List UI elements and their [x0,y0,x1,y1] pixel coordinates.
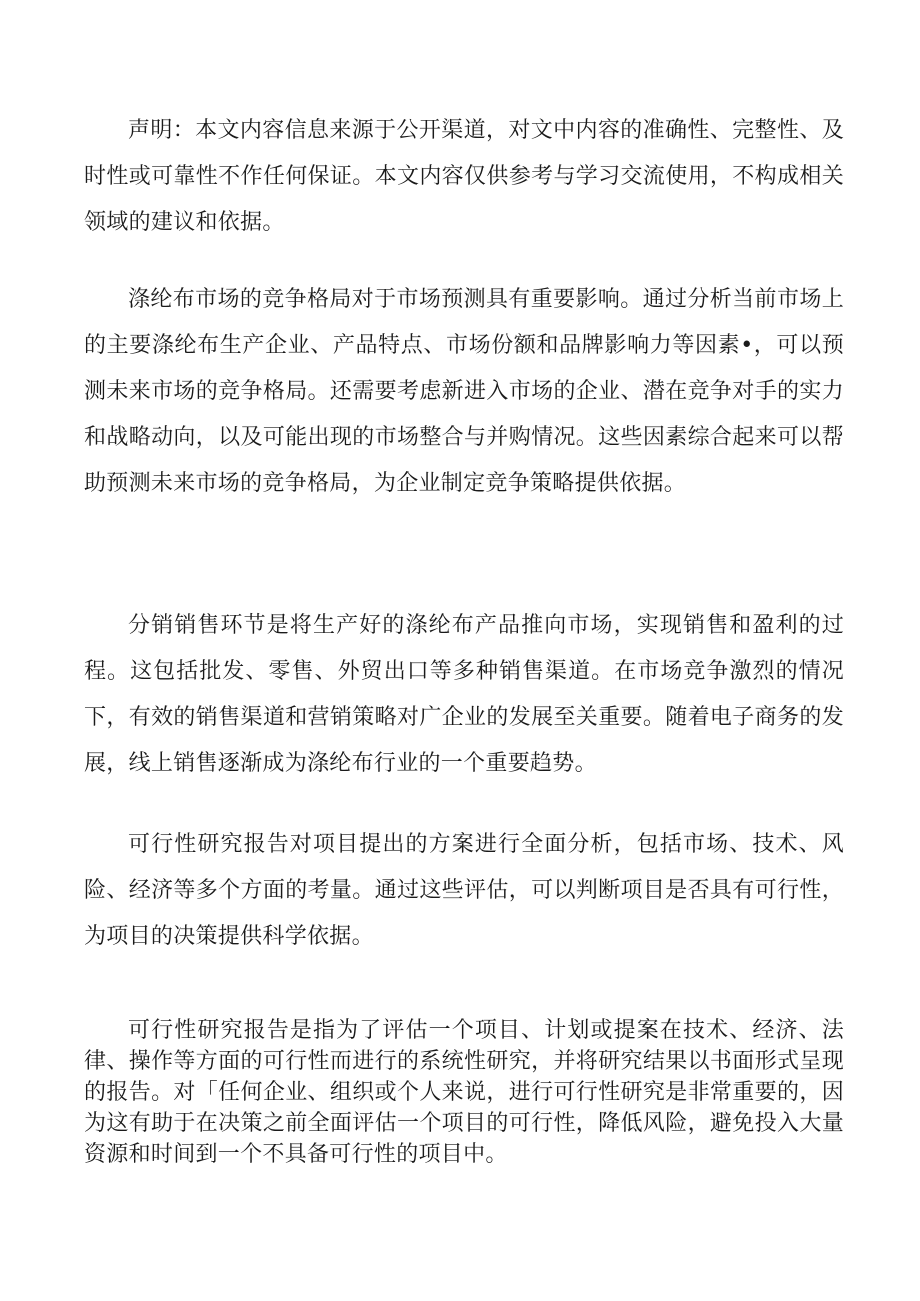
feasibility-definition-paragraph: 可行性研究报告是指为了评估一个项目、计划或提案在技术、经济、法律、操作等方面的可行性而进行的系统性研究，并将研究结果以书面形式呈现的报告。对「任何企业、组织或个人来说，进行可行性研究是非常重要的，因为这有助于在决策之前全面评估一个项目的可行性，降低风险，避免投入大量资源和时间到一个不具备可行性的项目中。 [84,1018,844,1167]
competition-paragraph: 涤纶布市场的竞争格局对于市场预测具有重要影响。通过分析当前市场上的主要涤纶布生产企业、产品特点、市场份额和品牌影响力等因素•，可以预测未来市场的竞争格局。还需要考虑新进入市场的企业、潜在竞争对手的实力和战略动向，以及可能出现的市场整合与并购情况。这些因素综合起来可以帮助预测未来市场的竞争格局，为企业制定竞争策略提供依据。 [84,287,844,496]
feasibility-analysis-paragraph: 可行性研究报告对项目提出的方案进行全面分析，包括市场、技术、风险、经济等多个方面的考量。通过这些评估，可以判断项目是否具有可行性，为项目的决策提供科学依据。 [84,832,844,949]
distribution-paragraph: 分销销售环节是将生产好的涤纶布产品推向市场，实现销售和盈利的过程。这包括批发、零售、外贸出口等多种销售渠道。在市场竞争激烈的情况下，有效的销售渠道和营销策略对广企业的发展至关重要。随着电子商务的发展，线上销售逐渐成为涤纶布行业的一个重要趋势。 [84,613,844,776]
disclaimer-paragraph: 声明：本文内容信息来源于公开渠道，对文中内容的准确性、完整性、及时性或可靠性不作任何保证。本文内容仅供参考与学习交流使用，不构成相关领域的建议和依据。 [84,118,844,235]
